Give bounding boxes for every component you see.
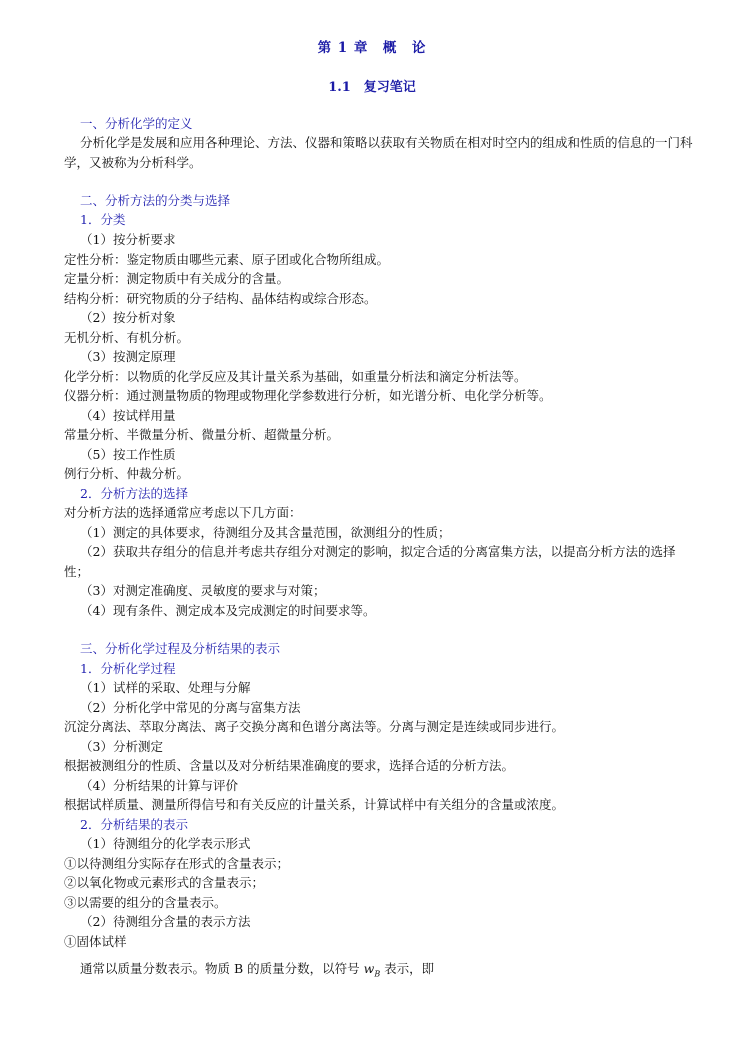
text-form-3: ③以需要的组分的含量表示。 — [64, 895, 227, 910]
text-selection-intro: 对分析方法的选择通常应考虑以下几方面： — [64, 505, 302, 520]
item-by-object: （2）按分析对象 — [80, 310, 176, 325]
text-solid-sample: ①固体试样 — [64, 934, 127, 949]
mass-fraction-text-b: 表示，即 — [380, 961, 435, 976]
item-calculation: （4）分析结果的计算与评价 — [80, 778, 238, 793]
item-by-principle: （3）按测定原理 — [80, 349, 176, 364]
section-title: 1.1 复习笔记 — [328, 80, 416, 95]
text-instrumental-analysis: 仪器分析：通过测量物质的物理或物理化学参数进行分析，如光谱分析、电化学分析等。 — [64, 388, 552, 403]
text-mass-fraction — [80, 959, 680, 985]
mass-fraction-text-a: 通常以质量分数表示。物质 B 的质量分数，以符号 — [80, 961, 364, 976]
text-chemical-analysis: 化学分析：以物质的化学反应及其计量关系为基础，如重量分析法和滴定分析法等。 — [64, 369, 527, 384]
text-structural: 结构分析：研究物质的分子结构、晶体结构或综合形态。 — [64, 291, 377, 306]
definition-paragraph: 分析化学是发展和应用各种理论、方法、仪器和策略以获取有关物质在相对时空内的组成和性质的信息的一门科学，又被称为分析科学。 — [64, 135, 693, 170]
subheading-classification: 1．分类 — [80, 212, 126, 227]
text-qualitative: 定性分析：鉴定物质由哪些元素、原子团或化合物所组成。 — [64, 252, 390, 267]
symbol-subscript-b: B — [374, 969, 381, 979]
text-measurement: 根据被测组分的性质、含量以及对分析结果准确度的要求，选择合适的分析方法。 — [64, 758, 515, 773]
text-routine-arbitration: 例行分析、仲裁分析。 — [64, 466, 190, 481]
symbol-w: w — [363, 961, 375, 976]
text-sample-scales: 常量分析、半微量分析、微量分析、超微量分析。 — [64, 427, 340, 442]
text-calculation: 根据试样质量、测量所得信号和有关反应的计量关系，计算试样中有关组分的含量或浓度。 — [64, 797, 565, 812]
chapter-title: 第 1 章 概 论 — [317, 40, 427, 56]
item-by-work-nature: （5）按工作性质 — [80, 447, 176, 462]
item-by-sample-amount: （4）按试样用量 — [80, 408, 176, 423]
item-by-requirement: （1）按分析要求 — [80, 232, 176, 247]
subheading-process: 1．分析化学过程 — [80, 661, 176, 676]
subheading-result-expression: 2．分析结果的表示 — [80, 817, 188, 832]
text-form-2: ②以氧化物或元素形式的含量表示； — [64, 875, 265, 890]
text-selection-4: （4）现有条件、测定成本及完成测定的时间要求等。 — [80, 603, 376, 618]
text-form-1: ①以待测组分实际存在形式的含量表示； — [64, 856, 290, 871]
item-separation: （2）分析化学中常见的分离与富集方法 — [80, 700, 301, 715]
text-selection-3: （3）对测定准确度、灵敏度的要求与对策； — [80, 583, 326, 598]
heading-classification: 二、分析方法的分类与选择 — [80, 193, 231, 208]
text-selection-1: （1）测定的具体要求，待测组分及其含量范围，欲测组分的性质； — [80, 525, 451, 540]
text-selection-2: （2）获取共存组分的信息并考虑共存组分对测定的影响，拟定合适的分离富集方法，以提高分析方法的选择性； — [64, 544, 676, 579]
item-sampling: （1）试样的采取、处理与分解 — [80, 680, 251, 695]
text-quantitative: 定量分析：测定物质中有关成分的含量。 — [64, 271, 290, 286]
subheading-method-selection: 2．分析方法的选择 — [80, 486, 188, 501]
item-chemical-form: （1）待测组分的化学表示形式 — [80, 836, 251, 851]
item-measurement: （3）分析测定 — [80, 739, 163, 754]
heading-definition: 一、分析化学的定义 — [80, 116, 193, 131]
text-inorganic-organic: 无机分析、有机分析。 — [64, 330, 190, 345]
heading-process: 三、分析化学过程及分析结果的表示 — [80, 641, 281, 656]
text-separation-methods: 沉淀分离法、萃取分离法、离子交换分离和色谱分离法等。分离与测定是连续或同步进行。 — [64, 719, 565, 734]
item-content-expression: （2）待测组分含量的表示方法 — [80, 914, 251, 929]
